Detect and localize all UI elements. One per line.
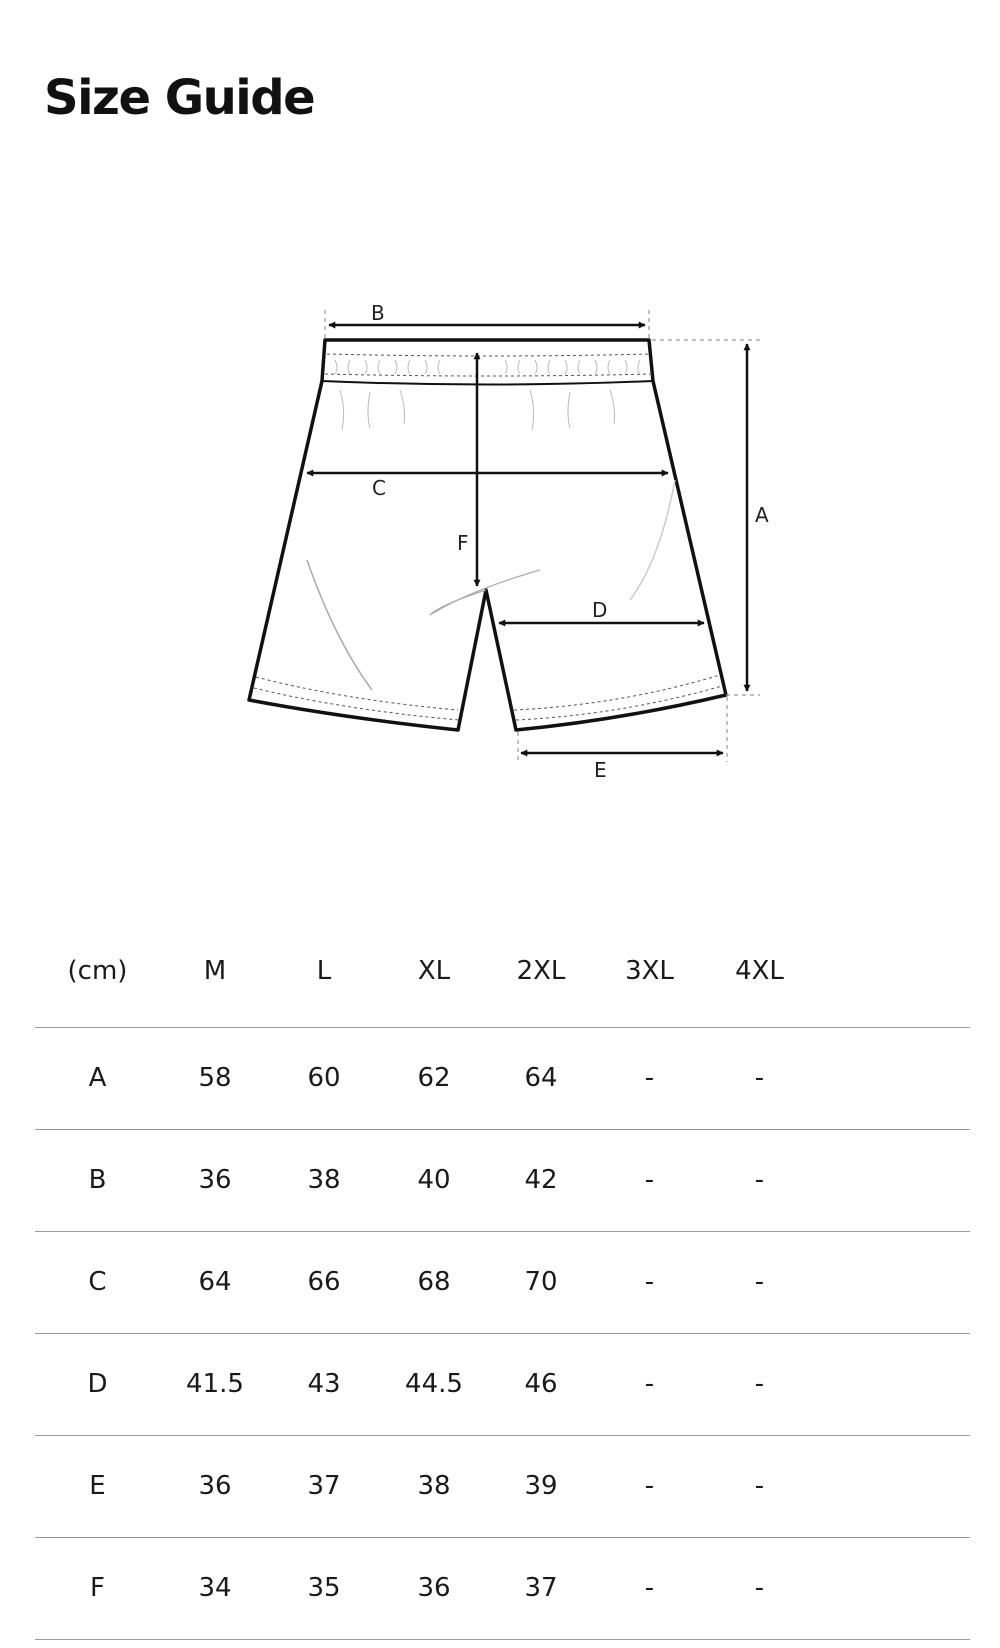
table-cell: 34	[198, 1573, 232, 1603]
table-row	[35, 1537, 970, 1639]
table-cell: 66	[307, 1267, 341, 1297]
table-cell: 58	[198, 1063, 232, 1093]
table-cell: 44.5	[405, 1369, 463, 1399]
label-c: C	[372, 476, 386, 500]
page-title: Size Guide	[44, 70, 315, 126]
table-cell: 46	[524, 1369, 558, 1399]
table-cell: -	[644, 1573, 655, 1603]
table-cell: -	[644, 1165, 655, 1195]
table-cell: 37	[524, 1573, 558, 1603]
empty-cell	[812, 1537, 970, 1639]
table-cell: -	[644, 1267, 655, 1297]
table-cell: 64	[198, 1267, 232, 1297]
table-cell: 36	[417, 1573, 451, 1603]
table-cell: 35	[307, 1573, 341, 1603]
size-header: XL	[417, 956, 451, 986]
table-cell: 38	[417, 1471, 451, 1501]
size-header: 3XL	[625, 956, 674, 986]
table-row	[35, 1333, 970, 1435]
table-cell: -	[754, 1267, 765, 1297]
row-label: A	[88, 1063, 107, 1093]
table-cell: 62	[417, 1063, 451, 1093]
table-cell: -	[754, 1573, 765, 1603]
table-cell: 42	[524, 1165, 558, 1195]
table-cell: -	[644, 1063, 655, 1093]
size-header: L	[316, 956, 332, 986]
table-cell: 43	[307, 1369, 341, 1399]
row-label: B	[88, 1165, 107, 1195]
table-row	[35, 1435, 970, 1537]
shorts-measurement-diagram	[0, 280, 1000, 800]
table-header-row	[35, 920, 970, 1027]
row-label: C	[88, 1267, 107, 1297]
table-cell: -	[754, 1369, 765, 1399]
table-cell: 40	[417, 1165, 451, 1195]
empty-cell	[812, 1333, 970, 1435]
table-cell: 70	[524, 1267, 558, 1297]
table-cell: -	[754, 1471, 765, 1501]
empty-cell	[812, 1129, 970, 1231]
table-row	[35, 1231, 970, 1333]
table-row	[35, 1129, 970, 1231]
label-e: E	[594, 758, 607, 782]
empty-cell	[812, 1231, 970, 1333]
table-cell: 64	[524, 1063, 558, 1093]
unit-header: (cm)	[67, 956, 128, 986]
table-cell: -	[644, 1369, 655, 1399]
table-cell: 36	[198, 1165, 232, 1195]
table-cell: 37	[307, 1471, 341, 1501]
label-f: F	[457, 531, 469, 555]
size-header: 2XL	[516, 956, 566, 986]
empty-cell	[812, 1435, 970, 1537]
table-cell: 60	[307, 1063, 341, 1093]
row-label: E	[89, 1471, 106, 1501]
table-cell: -	[644, 1471, 655, 1501]
empty-header-cell	[812, 920, 970, 1027]
row-label: D	[87, 1369, 108, 1399]
size-table	[35, 920, 970, 1640]
table-cell: 38	[307, 1165, 341, 1195]
table-cell: 41.5	[186, 1369, 244, 1399]
size-header: 4XL	[735, 956, 784, 986]
row-label: F	[90, 1573, 105, 1603]
size-header: M	[203, 956, 227, 986]
table-row	[35, 1027, 970, 1129]
shorts-outline	[249, 340, 726, 730]
table-cell: 36	[198, 1471, 232, 1501]
table-cell: -	[754, 1063, 765, 1093]
table-cell: 68	[417, 1267, 451, 1297]
empty-cell	[812, 1027, 970, 1129]
label-a: A	[755, 503, 769, 527]
table-cell: -	[754, 1165, 765, 1195]
table-cell: 39	[524, 1471, 558, 1501]
label-d: D	[592, 598, 608, 622]
label-b: B	[371, 301, 385, 325]
